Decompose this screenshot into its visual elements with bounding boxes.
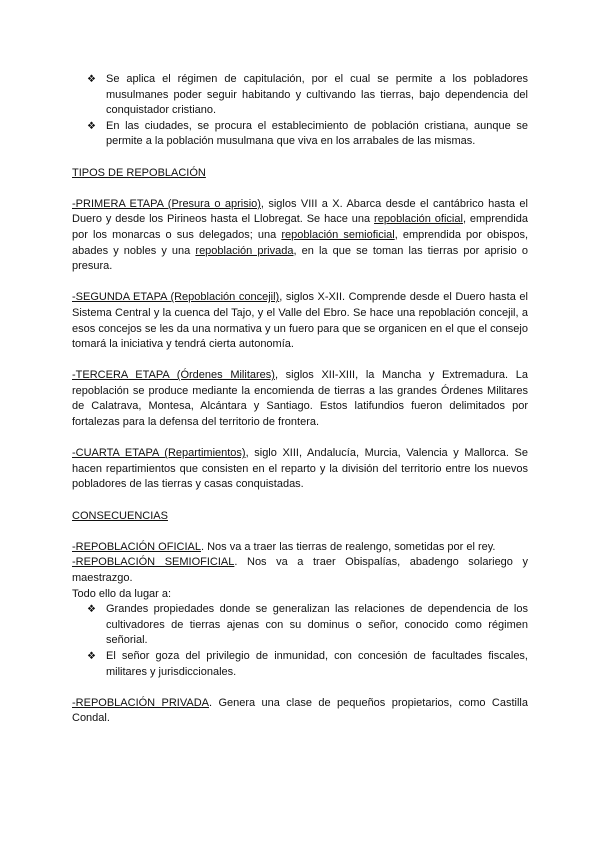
list-item: ❖ Se aplica el régimen de capitulación, por el cual se permite a los pobladores musulmanes poder seguir habitando y cultivando las tierras, bajo dependencia del conquistador cristiano. [87, 73, 528, 117]
list-item: ❖ El señor goza del privilegio de inmunidad, con concesión de facultades fiscales, militares y jurisdiccionales. [87, 649, 528, 678]
segunda-etapa-title: -SEGUNDA ETAPA (Repoblación concejil) [72, 291, 280, 304]
todo-line: Todo ello da lugar a: [72, 587, 172, 600]
list-item: ❖ En las ciudades, se procura el establecimiento de población cristiana, aunque se permite a la población musulmana que viva en los arrabales de las mismas. [87, 119, 528, 148]
diamond-bullet-icon: ❖ [87, 74, 96, 85]
privada-paragraph: -REPOBLACIÓN PRIVADA. Genera una clase de pequeños propietarios, como Castilla Condal. [72, 696, 528, 725]
tercera-etapa-paragraph: -TERCERA ETAPA (Órdenes Militares), siglos XII-XIII, la Mancha y Extremadura. La repoblación se produce mediante la encomienda de tierras a las grandes Órdenes Militares de Calatrava, Montesa, Alcántara y Santiago. Estos latifundios fueron delimitados por fortalezas para la defensa del territorio de frontera. [72, 369, 528, 429]
diamond-bullet-icon: ❖ [87, 650, 96, 662]
cuarta-etapa-title: -CUARTA ETAPA (Repartimientos) [72, 447, 246, 460]
cuarta-etapa-paragraph: -CUARTA ETAPA (Repartimientos), siglo XIII, Andalucía, Murcia, Valencia y Mallorca. Se hacen repartimientos que consisten en el reparto y la división del territorio entre los nuevos pobladores de las tierras y casas conquistadas. [72, 447, 528, 491]
intro-bullet-list [72, 72, 528, 150]
consecuencias-bullet-list [72, 602, 528, 680]
tercera-etapa-title: -TERCERA ETAPA (Órdenes Militares) [72, 369, 275, 382]
semioficial-paragraph: -REPOBLACIÓN SEMIOFICIAL. Nos va a traer Obispalías, abadengo solariego y maestrazgo. [72, 556, 528, 584]
diamond-bullet-icon: ❖ [87, 604, 96, 616]
diamond-bullet-icon: ❖ [87, 120, 96, 132]
tipos-heading: TIPOS DE REPOBLACIÓN [72, 166, 206, 179]
primera-etapa-title: -PRIMERA ETAPA (Presura o aprisio) [72, 197, 261, 210]
consecuencias-heading: CONSECUENCIAS [72, 509, 168, 522]
oficial-paragraph: -REPOBLACIÓN OFICIAL. Nos va a traer las tierras de realengo, sometidas por el rey. [72, 540, 496, 553]
document-page [72, 72, 528, 727]
primera-etapa-paragraph: -PRIMERA ETAPA (Presura o aprisio), siglos VIII a X. Abarca desde el cantábrico hasta el Duero y desde los Pirineos hasta el Llobregat. Se hace una repoblación oficial, emprendida por los monarcas o sus delegados; una repoblación semioficial, emprendida por obispos, abades y nobles y una repoblación privada, en la que se toman las tierras por aprisio o presura. [72, 197, 529, 273]
segunda-etapa-paragraph: -SEGUNDA ETAPA (Repoblación concejil), siglos X-XII. Comprende desde el Duero hasta el Sistema Central y la cuenca del Tajo, y el Valle del Ebro. Se hace una repoblación concejil, a esos concejos se les da una normativa y un fuero para que se organicen en el que el consejo tomará la iniciativa y tendrá cierta autonomía. [72, 291, 528, 351]
list-item: ❖ Grandes propiedades donde se generalizan las relaciones de dependencia de los cultivadores de tierras ajenas con su dominus o señor, conocido como régimen señorial. [87, 603, 528, 647]
